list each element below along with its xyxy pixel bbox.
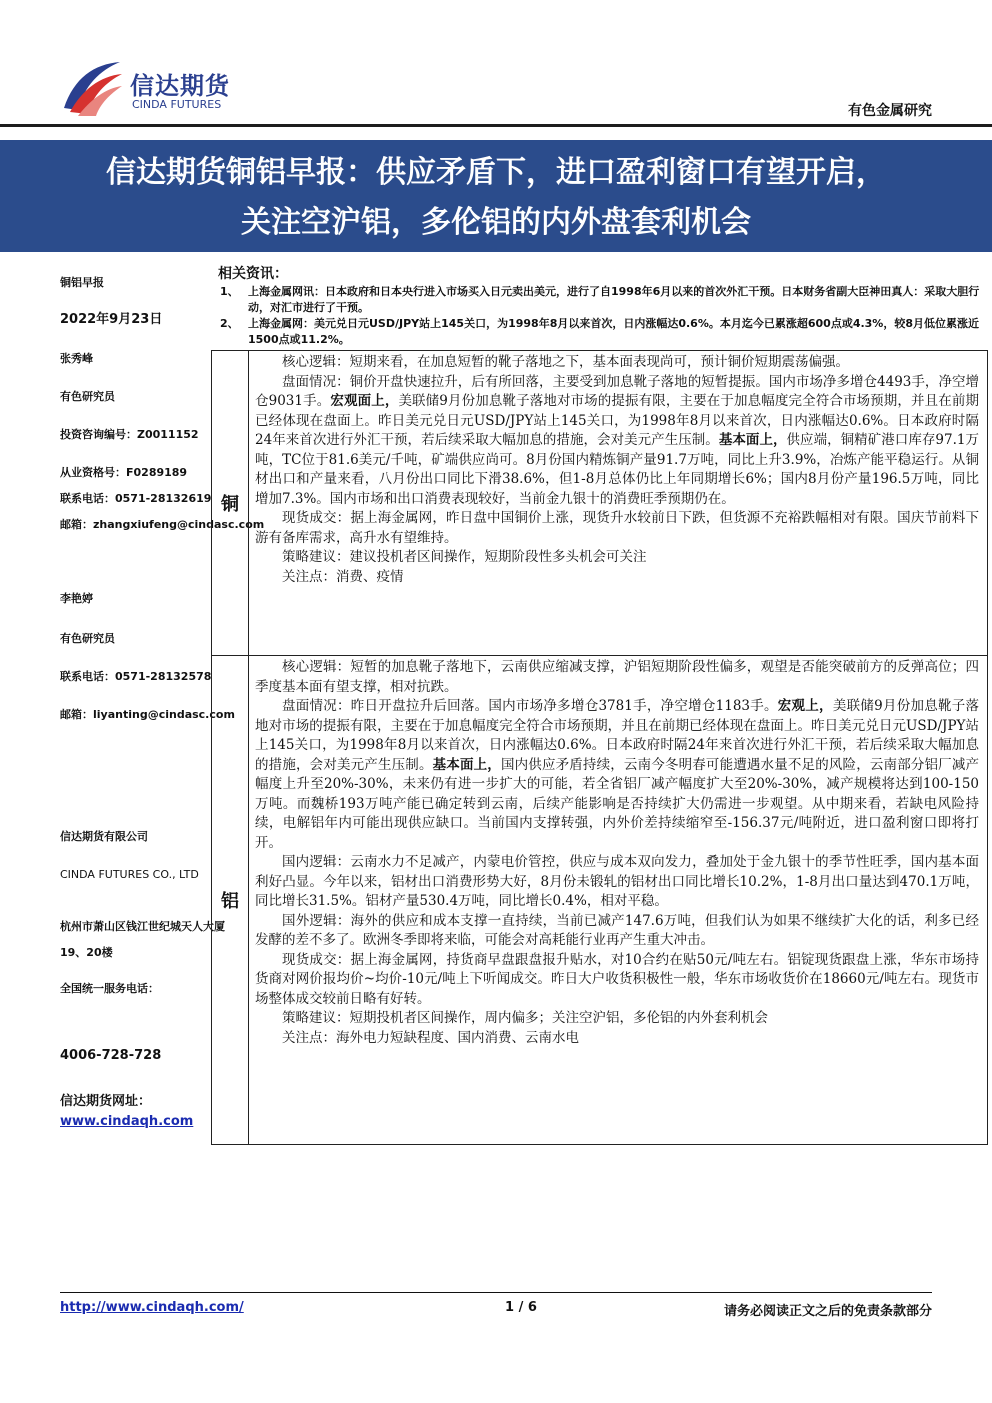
analyst2-role: 有色研究员 [60,632,115,645]
logo-text-cn: 信达期货 [130,72,230,100]
analyst1-role: 有色研究员 [60,390,115,403]
analyst2-email[interactable]: 邮箱：liyanting@cindasc.com [60,708,235,721]
aluminum-overseas-logic: 国外逻辑：海外的供应和成本支撑一直持续，当前已减产147.6万吨，但我们认为如果不继续扩大化的话，利多已经发酵的差不多了。欧洲冬季即将来临，可能会对高耗能行业再产生重大冲击。 [255,912,979,948]
copper-core-logic: 核心逻辑：短期来看，在加息短暂的靴子落地之下，基本面表现尚可，预计铜价短期震荡偏强。 [282,354,849,370]
news-item-text: 上海金属网：美元兑日元USD/JPY站上145关口，为1998年8月以来首次，日内涨幅达0.6%。本月迄今已累涨超600点或4.3%，较8月低位累涨近1500点或11.2%。 [248,317,979,346]
analyst1-name: 张秀峰 [60,352,93,365]
company-name-en: CINDA FUTURES CO., LTD [60,868,199,881]
copper-label: 铜 [212,351,249,655]
copper-section [212,351,987,655]
related-news [218,266,990,348]
news-item-number: 1、 [220,285,239,298]
copper-strategy: 策略建议：建议投机者区间操作，短期阶段性多头机会可关注 [282,549,647,565]
analyst1-email[interactable]: 邮箱：zhangxiufeng@cindasc.com [60,518,265,531]
report-title-line2: 关注空沪铝，多伦铝的内外盘套利机会 [241,205,751,240]
company-address-line2: 19、20楼 [60,946,113,959]
analyst1-license: 投资咨询编号：Z0011152 [60,428,199,441]
analyst2-name: 李艳婷 [60,592,93,605]
news-item-text: 上海金属网讯：日本政府和日本央行进入市场买入日元卖出美元，进行了自1998年6月以来的首次外汇干预。日本财务省副大臣神田真人：采取大胆行动，对汇市进行了干预。 [248,285,980,314]
analysis-table [211,350,988,1145]
logo-swoosh-icon [60,58,124,118]
copper-focus: 关注点：消费、疫情 [282,568,404,585]
news-item-number: 2、 [220,317,239,330]
report-type: 铜铝早报 [60,276,104,289]
footer-website-link[interactable]: http://www.cindaqh.com/ [60,1300,244,1315]
footer-divider [60,1292,932,1293]
report-title-line1: 信达期货铜铝早报：供应矛盾下，进口盈利窗口有望开启， [106,155,886,190]
company-address-line1: 杭州市萧山区钱江世纪城天人大厦 [60,920,225,933]
copper-spot-trading: 现货成交：据上海金属网，昨日盘中国铜价上涨，现货升水较前日下跌，但货源不充裕跌幅相对有限。国庆节前料下游有备库需求，高升水有望维持。 [255,510,979,546]
aluminum-label: 铝 [212,656,249,1144]
aluminum-focus: 关注点：海外电力短缺程度、国内消费、云南水电 [282,1029,579,1046]
report-date: 2022年9月23日 [60,312,163,327]
aluminum-spot-trading: 现货成交：据上海金属网，持货商早盘跟盘报升贴水，对10合约在贴50元/吨左右。铝锭现货跟盘上涨，华东市场持货商对网价报均价~均价-10元/吨上下听闻成交。昨日大户收货积极性一般，华东市场收货价在18660元/吨左右。现货市场整体成交较前日略有好转。 [255,951,979,1007]
company-logo [60,58,260,118]
analyst1-phone: 联系电话：0571-28132619 [60,492,212,505]
aluminum-content [249,656,987,1050]
aluminum-core-logic: 核心逻辑：短暂的加息靴子落地下，云南供应缩减支撑，沪铝短期阶段性偏多，观望是否能突破前方的反弹高位；四季度基本面有望支撑，相对抗跌。 [255,659,979,695]
aluminum-section [212,655,987,1144]
report-category: 有色金属研究 [848,103,932,119]
hotline-number: 4006-728-728 [60,1048,162,1063]
hotline-label: 全国统一服务电话： [60,982,159,995]
aluminum-strategy: 策略建议：短期投机者区间操作，周内偏多；关注空沪铝，多伦铝的内外套利机会 [282,1010,768,1026]
disclaimer-notice: 请务必阅读正文之后的免责条款部分 [723,1304,932,1319]
logo-text-en: CINDA FUTURES [132,98,222,111]
copper-market-situation: 盘面情况：铜价开盘快速拉升，后有所回落，主要受到加息靴子落地的短暂提振。国内市场净多增仓4493手，净空增仓9031手。宏观面上，美联储9月份加息靴子落地对市场的提振有限，主要在于加息幅度完全符合市场预期，并且在前期已经体现在盘面上。昨日美元兑日元USD/JPY站上145关口，为1998年8月以来首次，日内涨幅达0.6%。日本政府时隔24年来首次进行外汇干预，若后续采取大幅加息的措施，会对美元产生压制。基本面上，供应端，铜精矿港口库存97.1万吨，TC位于81.6美元/千吨，矿端供应尚可。8月份国内精炼铜产量91.7万吨，同比上升3.9%，冶炼产能平稳运行。从铜材出口和产量来看，八月份出口同比下滑38.6%，但1-8月总体仍比上年同期增长6%；国内8月份产量196.5万吨，同比增加7.3%。国内市场和出口消费表现较好，当前金九银十的消费旺季预期仍在。 [255,373,980,507]
analyst2-phone: 联系电话：0571-28132578 [60,670,212,683]
news-heading: 相关资讯： [218,266,288,282]
aluminum-market-situation: 盘面情况：昨日开盘拉升后回落。国内市场净多增仓3781手，净空增仓1183手。宏观上，美联储9月份加息靴子落地对市场的提振有限，主要在于加息幅度完全符合市场预期，并且在前期已经体现在盘面上。昨日美元兑日元USD/JPY站上145关口，为1998年8月以来首次，日内涨幅达0.6%。日本政府时隔24年来首次进行外汇干预，若后续采取大幅加息的措施，会对美元产生压制。基本面上，国内供应矛盾持续，云南今冬明春可能遭遇水量不足的风险，云南部分铝厂减产幅度上升至20%-30%，未来仍有进一步扩大的可能，若全省铝厂减产幅度扩大至20%-30%，减产规模将达到100-150万吨。而魏桥193万吨产能已确定转到云南，后续产能影响是否持续扩大仍需进一步观望。从中期来看，若缺电风险持续，电解铝年内可能出现供应缺口。当前国内支撑转强，内外价差持续缩窄至-156.37元/吨附近，进口盈利窗口即将打开。 [255,698,980,851]
page-number: 1 / 6 [505,1300,537,1315]
analyst1-cert: 从业资格号：F0289189 [60,466,188,479]
website-link[interactable]: www.cindaqh.com [60,1114,194,1129]
aluminum-domestic-logic: 国内逻辑：云南水力不足减产，内蒙电价管控，供应与成本双向发力，叠加处于金九银十的季节性旺季，国内基本面利好凸显。今年以来，铝材出口消费形势大好，8月份未锻轧的铝材出口同比增长10.2%，1-8月出口量达到470.1万吨，同比增长31.5%。铝材产量530.4万吨，同比增长0.4%，相对平稳。 [255,854,979,909]
report-title-banner [0,140,992,252]
news-item [218,316,990,348]
company-name-cn: 信达期货有限公司 [60,830,148,843]
header-divider [0,124,992,127]
news-item [218,284,990,316]
copper-content [249,351,987,589]
website-label: 信达期货网址： [60,1094,152,1109]
